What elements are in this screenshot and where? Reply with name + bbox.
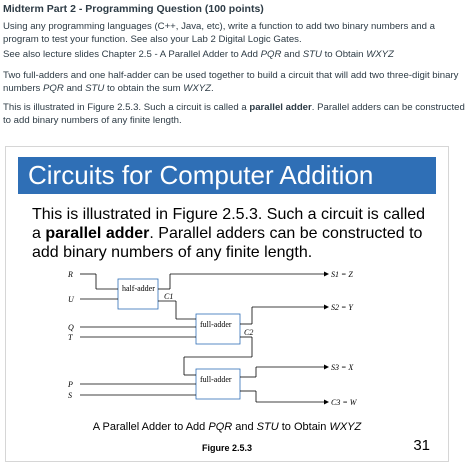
parallel-adder-circuit-diagram xyxy=(66,269,357,415)
slide-page-number: 31 xyxy=(413,437,430,454)
output-label-s1-z: S1 = Z xyxy=(331,270,353,279)
slide-title: Circuits for Computer Addition xyxy=(18,157,436,194)
full-adder-label-2: full-adder xyxy=(200,375,232,384)
question-heading: Midterm Part 2 - Programming Question (100 points) xyxy=(3,3,264,15)
input-label-t: T xyxy=(68,333,73,342)
carry-label-c1: C1 xyxy=(164,292,174,301)
input-label-p: P xyxy=(68,380,73,389)
figure-number-label: Figure 2.5.3 xyxy=(201,443,253,453)
output-label-c3-w: C3 = W xyxy=(331,398,357,407)
input-label-q: Q xyxy=(68,323,74,332)
full-adder-box-1 xyxy=(196,314,240,344)
output-label-s2-y: S2 = Y xyxy=(331,303,353,312)
lecture-slide-image xyxy=(5,146,449,462)
output-label-s3-x: S3 = X xyxy=(331,363,354,372)
figure-caption: A Parallel Adder to Add PQR and STU to Obtain WXYZ xyxy=(92,421,362,433)
adder-description-paragraph: Two full-adders and one half-adder can be used together to build a circuit that will add two three-digit binary numbers PQR and STU to obtain the sum WXYZ. xyxy=(3,70,459,94)
parallel-adder-paragraph: This is illustrated in Figure 2.5.3. Such a circuit is called a parallel adder. Parallel adders can be constructed to add binary numbers of any finite length. xyxy=(3,102,465,126)
input-label-r: R xyxy=(68,270,73,279)
input-label-u: U xyxy=(68,295,74,304)
slide-body-text: This is illustrated in Figure 2.5.3. Such a circuit is called a parallel adder. Parallel adders can be constructed to add binary numbers of any finite length. xyxy=(32,206,426,261)
full-adder-box-2 xyxy=(196,369,240,399)
instruction-paragraph: Using any programming languages (C++, Java, etc), write a function to add two binary numbers and a program to test your function. See also your Lab 2 Digital Logic Gates. xyxy=(3,21,435,45)
input-label-s: S xyxy=(68,391,72,400)
reference-paragraph: See also lecture slides Chapter 2.5 - A Parallel Adder to Add PQR and STU to Obtain WXYZ xyxy=(3,49,394,60)
full-adder-label-1: full-adder xyxy=(200,320,232,329)
half-adder-label: half-adder xyxy=(122,284,155,293)
carry-label-c2: C2 xyxy=(244,328,254,337)
